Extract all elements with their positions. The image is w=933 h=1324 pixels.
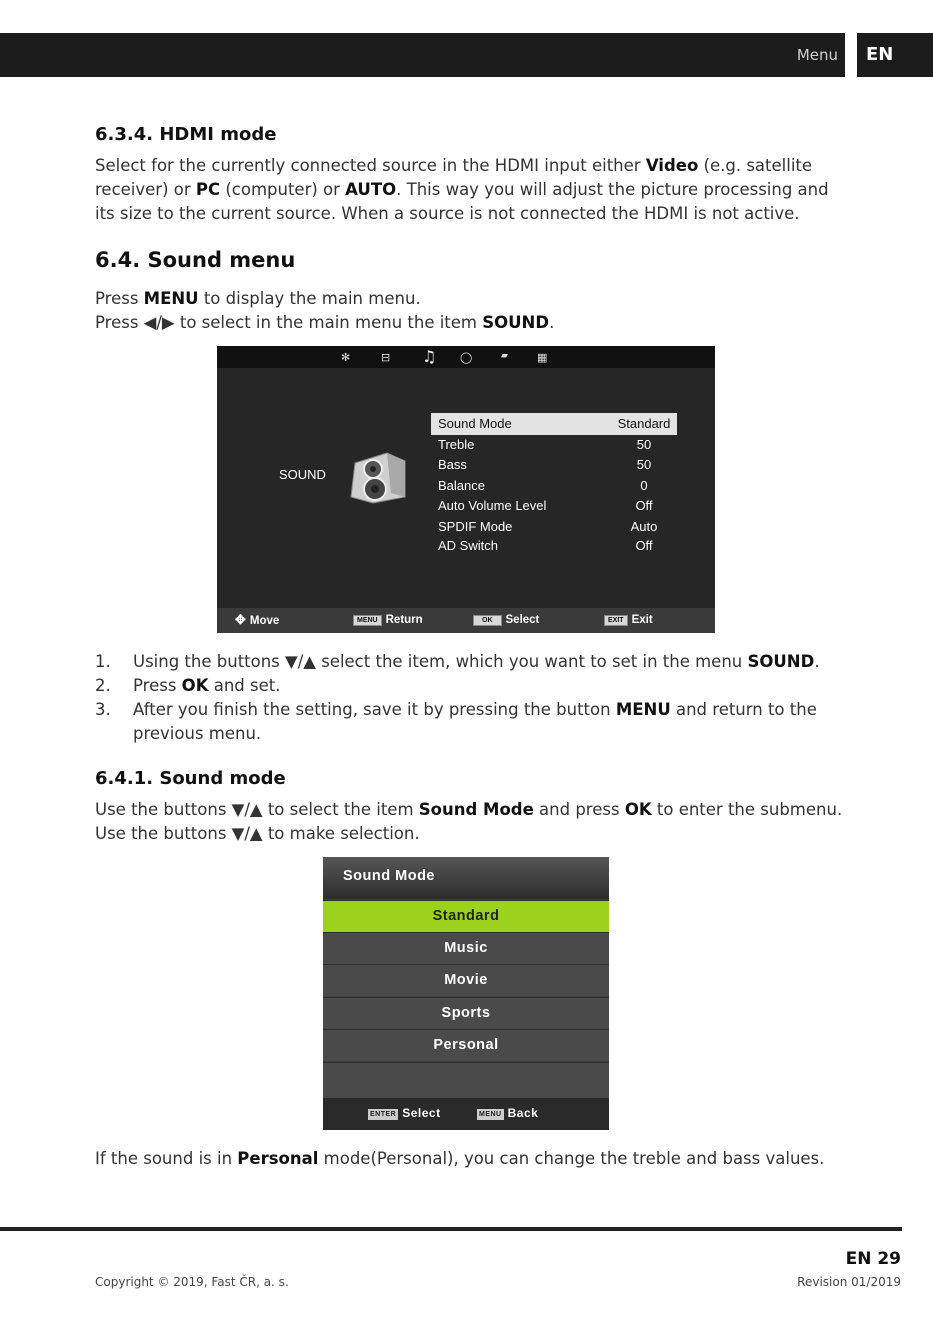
- lock-tab-icon: ▰: [501, 351, 508, 361]
- submenu-title: Sound Mode: [343, 868, 435, 884]
- row-value: Auto: [630, 519, 658, 534]
- submenu-title-bar: [323, 857, 609, 899]
- screen-tab-icon: ⊟: [381, 351, 391, 364]
- header-language-badge: EN: [857, 33, 933, 77]
- tv-menu-row-balance[interactable]: [431, 475, 677, 497]
- step-3: [95, 698, 895, 746]
- row-value: Off: [635, 538, 653, 553]
- step-text-continued: previous menu.: [133, 724, 262, 743]
- page-number: EN 29: [845, 1249, 901, 1269]
- sound-mode-line-1: Use the buttons ▼/▲ to select the item Sound Mode and press OK to enter the submenu.: [95, 800, 843, 819]
- enter-select-hint: ENTER Select: [370, 1106, 441, 1120]
- row-value: Off: [635, 498, 653, 513]
- speaker-icon: [347, 449, 409, 505]
- menu-key-icon: MENU: [479, 1111, 502, 1118]
- menu-key-icon: MENU: [353, 615, 382, 626]
- row-label: Auto Volume Level: [438, 498, 547, 513]
- row-label: Treble: [438, 437, 475, 452]
- row-label: Balance: [438, 478, 485, 493]
- setup-tab-icon: ▦: [537, 351, 548, 364]
- menu-back-hint: MENU Back: [479, 1106, 539, 1120]
- exit-hint: EXIT Exit: [604, 614, 653, 626]
- step-text: Using the buttons ▼/▲ select the item, which you want to set in the menu SOUND.: [133, 652, 820, 671]
- option-standard[interactable]: Standard: [323, 900, 609, 932]
- tv-menu-row-sound-mode[interactable]: [431, 413, 677, 435]
- step-text: After you finish the setting, save it by pressing the button MENU and return to the: [133, 700, 817, 719]
- header-section-label: Menu: [796, 46, 838, 64]
- tv-sound-menu-screenshot: [217, 346, 715, 633]
- footer-rule: [0, 1227, 902, 1231]
- sound-tab-icon: ♫: [422, 347, 437, 366]
- picture-tab-icon: ✻: [341, 351, 351, 364]
- select-hint: OK Select: [473, 614, 539, 626]
- step-2: [95, 674, 895, 698]
- option-empty: [323, 1062, 609, 1098]
- hdmi-heading: 6.3.4. HDMI mode: [95, 124, 277, 145]
- enter-key-icon: ENTER: [370, 1111, 397, 1118]
- step-number: 1.: [95, 652, 111, 671]
- header-bar: [0, 33, 845, 77]
- move-hint: ✥ Move: [235, 612, 280, 627]
- exit-key-icon: EXIT: [604, 615, 628, 626]
- arrows-icon: ✥: [235, 612, 246, 627]
- step-number: 2.: [95, 676, 111, 695]
- tv-menu-row-ad-switch[interactable]: [431, 535, 677, 557]
- tv-menu-row-auto-volume-level[interactable]: [431, 495, 677, 517]
- sound-menu-heading: 6.4. Sound menu: [95, 248, 296, 272]
- sound-mode-submenu-screenshot: [323, 857, 609, 1130]
- submenu-help-bar: [323, 1098, 609, 1130]
- row-value: Standard: [617, 416, 671, 431]
- tv-help-bar: [217, 608, 715, 633]
- revision: Revision 01/2019: [797, 1275, 901, 1289]
- row-label: AD Switch: [438, 538, 498, 553]
- sound-mode-heading: 6.4.1. Sound mode: [95, 768, 286, 789]
- time-tab-icon: ◯: [460, 351, 473, 364]
- option-personal[interactable]: Personal: [323, 1029, 609, 1061]
- step-number: 3.: [95, 700, 111, 719]
- row-label: Bass: [438, 457, 467, 472]
- tv-menu-row-treble[interactable]: [431, 434, 677, 456]
- step-text: Press OK and set.: [133, 676, 281, 695]
- sound-paragraph-line-2: Press ◀/▶ to select in the main menu the item SOUND.: [95, 313, 555, 332]
- row-label: Sound Mode: [438, 416, 512, 431]
- hdmi-paragraph-line-1: Select for the currently connected source in the HDMI input either Video (e.g. satellite: [95, 156, 813, 175]
- personal-mode-note: If the sound is in Personal mode(Personal), you can change the treble and bass values.: [95, 1149, 825, 1168]
- tv-menu-row-bass[interactable]: [431, 454, 677, 476]
- copyright: Copyright © 2019, Fast ČR, a. s.: [95, 1275, 289, 1289]
- hdmi-paragraph-line-2: receiver) or PC (computer) or AUTO. This way you will adjust the picture processing and: [95, 180, 829, 199]
- return-hint: MENU Return: [353, 614, 423, 626]
- hdmi-paragraph-line-3: its size to the current source. When a source is not connected the HDMI is not active.: [95, 204, 800, 223]
- ok-key-icon: OK: [473, 615, 502, 626]
- option-sports[interactable]: Sports: [323, 997, 609, 1029]
- option-movie[interactable]: Movie: [323, 964, 609, 996]
- sound-paragraph-line-1: Press MENU to display the main menu.: [95, 289, 421, 308]
- step-1: [95, 650, 895, 674]
- sound-mode-line-2: Use the buttons ▼/▲ to make selection.: [95, 824, 420, 843]
- tv-tab-bar: [217, 346, 715, 368]
- option-music[interactable]: Music: [323, 932, 609, 964]
- row-value: 50: [636, 457, 652, 472]
- tv-side-label: SOUND: [279, 467, 326, 482]
- row-label: SPDIF Mode: [438, 519, 513, 534]
- row-value: 50: [636, 437, 652, 452]
- row-value: 0: [640, 478, 648, 493]
